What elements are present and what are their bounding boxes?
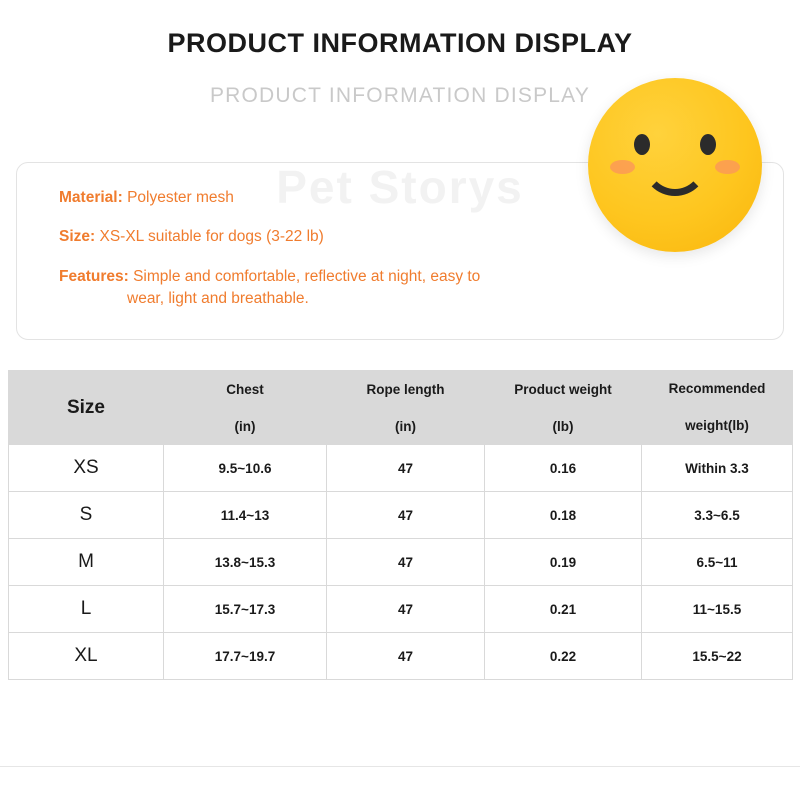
cell-recommended: 15.5~22 <box>642 633 793 680</box>
header-product-weight: Product weight <box>485 371 642 408</box>
cell-size: XL <box>9 633 164 680</box>
info-line-features <box>59 266 699 311</box>
cell-rope: 47 <box>327 445 485 492</box>
cell-size: M <box>9 539 164 586</box>
cell-rope: 47 <box>327 492 485 539</box>
header-chest-unit: (in) <box>164 408 327 445</box>
cell-size: XS <box>9 445 164 492</box>
header-chest: Chest <box>164 371 327 408</box>
eye-right-icon <box>700 134 716 155</box>
table-row <box>9 445 793 492</box>
cell-rope: 47 <box>327 586 485 633</box>
header-size: Size <box>9 371 164 445</box>
page-subtitle: PRODUCT INFORMATION DISPLAY <box>209 84 591 107</box>
cell-recommended: 6.5~11 <box>642 539 793 586</box>
cell-chest: 13.8~15.3 <box>164 539 327 586</box>
cell-recommended: Within 3.3 <box>642 445 793 492</box>
cheek-right-icon <box>715 160 740 174</box>
cell-chest: 15.7~17.3 <box>164 586 327 633</box>
material-label: Material: <box>59 189 123 206</box>
cell-size: S <box>9 492 164 539</box>
size-table-wrapper <box>8 370 792 680</box>
smile-mouth-icon <box>642 156 708 196</box>
cell-weight: 0.22 <box>485 633 642 680</box>
cell-weight: 0.18 <box>485 492 642 539</box>
cell-weight: 0.16 <box>485 445 642 492</box>
cell-weight: 0.21 <box>485 586 642 633</box>
features-label: Features: <box>59 267 129 285</box>
bottom-divider <box>0 766 800 767</box>
cell-recommended: 3.3~6.5 <box>642 492 793 539</box>
size-chart-table <box>8 370 793 680</box>
header-rope-length: Rope length <box>327 371 485 408</box>
cell-chest: 11.4~13 <box>164 492 327 539</box>
cell-recommended: 11~15.5 <box>642 586 793 633</box>
cell-rope: 47 <box>327 539 485 586</box>
header-rope-length-unit: (in) <box>327 408 485 445</box>
cell-weight: 0.19 <box>485 539 642 586</box>
page-title: PRODUCT INFORMATION DISPLAY <box>167 28 633 58</box>
watermark-text: Pet Storys <box>276 161 524 213</box>
features-value-2: wear, light and breathable. <box>127 290 309 308</box>
table-row <box>9 539 793 586</box>
material-value: Polyester mesh <box>127 189 234 206</box>
cell-chest: 17.7~19.7 <box>164 633 327 680</box>
header-product-weight-unit: (lb) <box>485 408 642 445</box>
features-value: Simple and comfortable, reflective at night, easy to <box>133 267 481 285</box>
cell-rope: 47 <box>327 633 485 680</box>
cheek-left-icon <box>610 160 635 174</box>
size-value: XS-XL suitable for dogs (3-22 lb) <box>99 228 324 246</box>
table-head <box>9 371 793 445</box>
table-body <box>9 445 793 680</box>
size-label: Size: <box>59 228 96 246</box>
table-row <box>9 633 793 680</box>
table-header-row-top <box>9 371 793 408</box>
cell-chest: 9.5~10.6 <box>164 445 327 492</box>
info-line-size <box>59 226 699 248</box>
cell-size: L <box>9 586 164 633</box>
table-row <box>9 492 793 539</box>
table-row <box>9 586 793 633</box>
smiley-face-icon <box>588 78 762 252</box>
eye-left-icon <box>634 134 650 155</box>
header-recommended: Recommended <box>642 371 793 408</box>
header-recommended-unit: weight(lb) <box>642 408 793 445</box>
